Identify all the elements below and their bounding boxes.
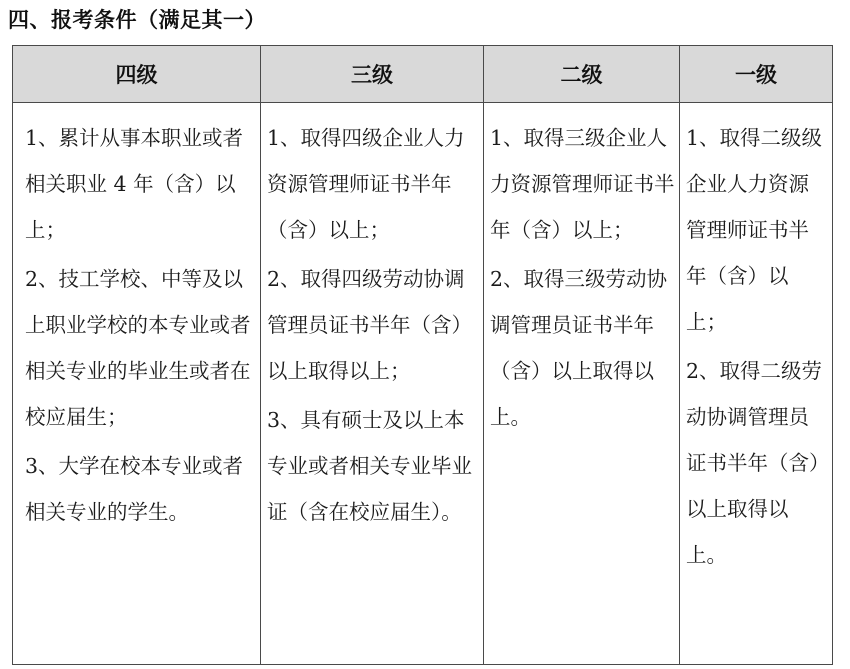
requirement-item: 2、取得三级劳动协调管理员证书半年（含）以上取得以上。 bbox=[490, 267, 668, 429]
cell-level-4 bbox=[13, 103, 261, 665]
header-level-1: 一级 bbox=[680, 46, 833, 103]
requirement-item: 2、技工学校、中等及以上职业学校的本专业或者相关专业的毕业生或者在校应届生； bbox=[25, 267, 251, 429]
header-level-2: 二级 bbox=[484, 46, 680, 103]
requirement-item: 2、取得二级劳动协调管理员证书半年（含）以上取得以上。 bbox=[686, 359, 823, 567]
cell-level-2 bbox=[484, 103, 680, 665]
requirements-table bbox=[12, 45, 833, 665]
table-row bbox=[13, 103, 833, 665]
requirement-item: 3、具有硕士及以上本专业或者相关专业毕业证（含在校应届生）。 bbox=[267, 408, 472, 524]
header-level-4: 四级 bbox=[13, 46, 261, 103]
requirement-item: 1、取得四级企业人力资源管理师证书半年（含）以上； bbox=[267, 126, 465, 242]
cell-level-1 bbox=[680, 103, 833, 665]
page-title: 四、报考条件（满足其一） bbox=[8, 8, 266, 32]
table-header-row bbox=[13, 46, 833, 103]
requirement-item: 3、大学在校本专业或者相关专业的学生。 bbox=[25, 454, 244, 524]
requirement-item: 1、取得三级企业人力资源管理师证书半年（含）以上； bbox=[490, 126, 675, 242]
header-level-3: 三级 bbox=[261, 46, 484, 103]
requirement-item: 2、取得四级劳动协调管理员证书半年（含）以上取得以上； bbox=[267, 267, 472, 383]
requirement-item: 1、取得二级级企业人力资源管理师证书半年（含）以上； bbox=[686, 126, 823, 334]
requirement-item: 1、累计从事本职业或者相关职业 4 年（含）以上； bbox=[25, 126, 244, 242]
cell-level-3 bbox=[261, 103, 484, 665]
